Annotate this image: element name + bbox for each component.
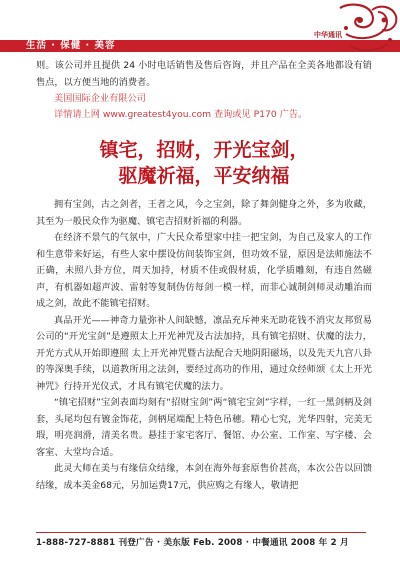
intro-paragraph: 则。该公司并且提供 24 小时电话销售及售后咨询，并且产品在全美各地都设有销售点，以方便当地的消费者。 — [36, 60, 372, 88]
company-name: 美国国际企业有限公司 — [54, 93, 146, 104]
footer: 1-888-727-8881 刊登广告 · 美东版 Feb. 2008 · 中餐通讯 2008 年 2 月 — [36, 538, 349, 548]
paragraph-4: “镇宅招财”宝剑表面均刻有“招财宝剑”两“镇宅宝剑”字样，一红一黑剑柄及剑套，头尾均包有镀金饰花，剑柄尾端配上特色吊穗。精心七究，光华四射，完美无瑕，明亮润滑，清美名贵。悬挂于家宅客厅、餐馆、办公室、工作室、写字楼、会客室、大堂均合适。 — [36, 397, 372, 458]
paragraph-3: 真品开光——神奇力量弥补人间缺憾，凛品充斥神来无助花钱不消灾友邦贸易公司的“开光宝剑”是遵照太上开光神咒及古法加持，具有镇宅招财、伏魔的法力，开光方式从开始即遵照 太上开光神咒暨古法配合天地阴阳磁场，以及先天九宫八卦的等深奥手续，以道教所用之法剑，要经过高功的作用，通过众经师颂《太上开光神咒》行持开光仪式，才具有镇宅伏魔的法力。 — [36, 314, 372, 392]
section-title: 生活 · 保健 · 美容 — [26, 40, 116, 51]
ornament-title: 中华通讯 — [314, 30, 342, 39]
paragraph-5: 此灵大师在美与有缘信众结缘，本剑在海外每套原售价甚高，本次公告以回馈结缘，成本美金68元，另加运费17元，供应购之有缘人，敬请把 — [36, 463, 372, 491]
paragraph-1: 拥有宝剑，古之剑者，王者之风，今之宝剑，除了舞剑健身之外，多为收藏，其至为一般民众作为驱魔、镇宅吉招财祈福的利器。 — [36, 199, 372, 227]
company-web: 详情请上网 www.greatest4you.com 查询或见 P170 广告。 — [54, 109, 308, 120]
header — [0, 0, 400, 60]
ornament — [280, 0, 400, 60]
headline-line-2: 驱魔祈福，平安纳福 — [118, 165, 290, 187]
headline-line-1: 镇宅，招财，开光宝剑， — [99, 139, 309, 161]
headline — [36, 137, 372, 189]
paragraph-2: 在经济不景气的气氛中，广大民众希望家中挂一把宝剑，为自己及家人的工作和生意带来好运，有些人家中摆设仿间装饰宝剑，但功效不显，原因是法师施法不正确，未照八卦方位，周天加持，材质不佳或假材质，化学质雕刻，有违自然磁声，有机器如超声波、雷射等复制伪仿每剑一模一样，而非心诚制剑师灵动雕治而成之剑，故此不能镇宅招财。 — [36, 232, 372, 309]
footer-rule — [36, 532, 366, 533]
article — [36, 58, 372, 494]
